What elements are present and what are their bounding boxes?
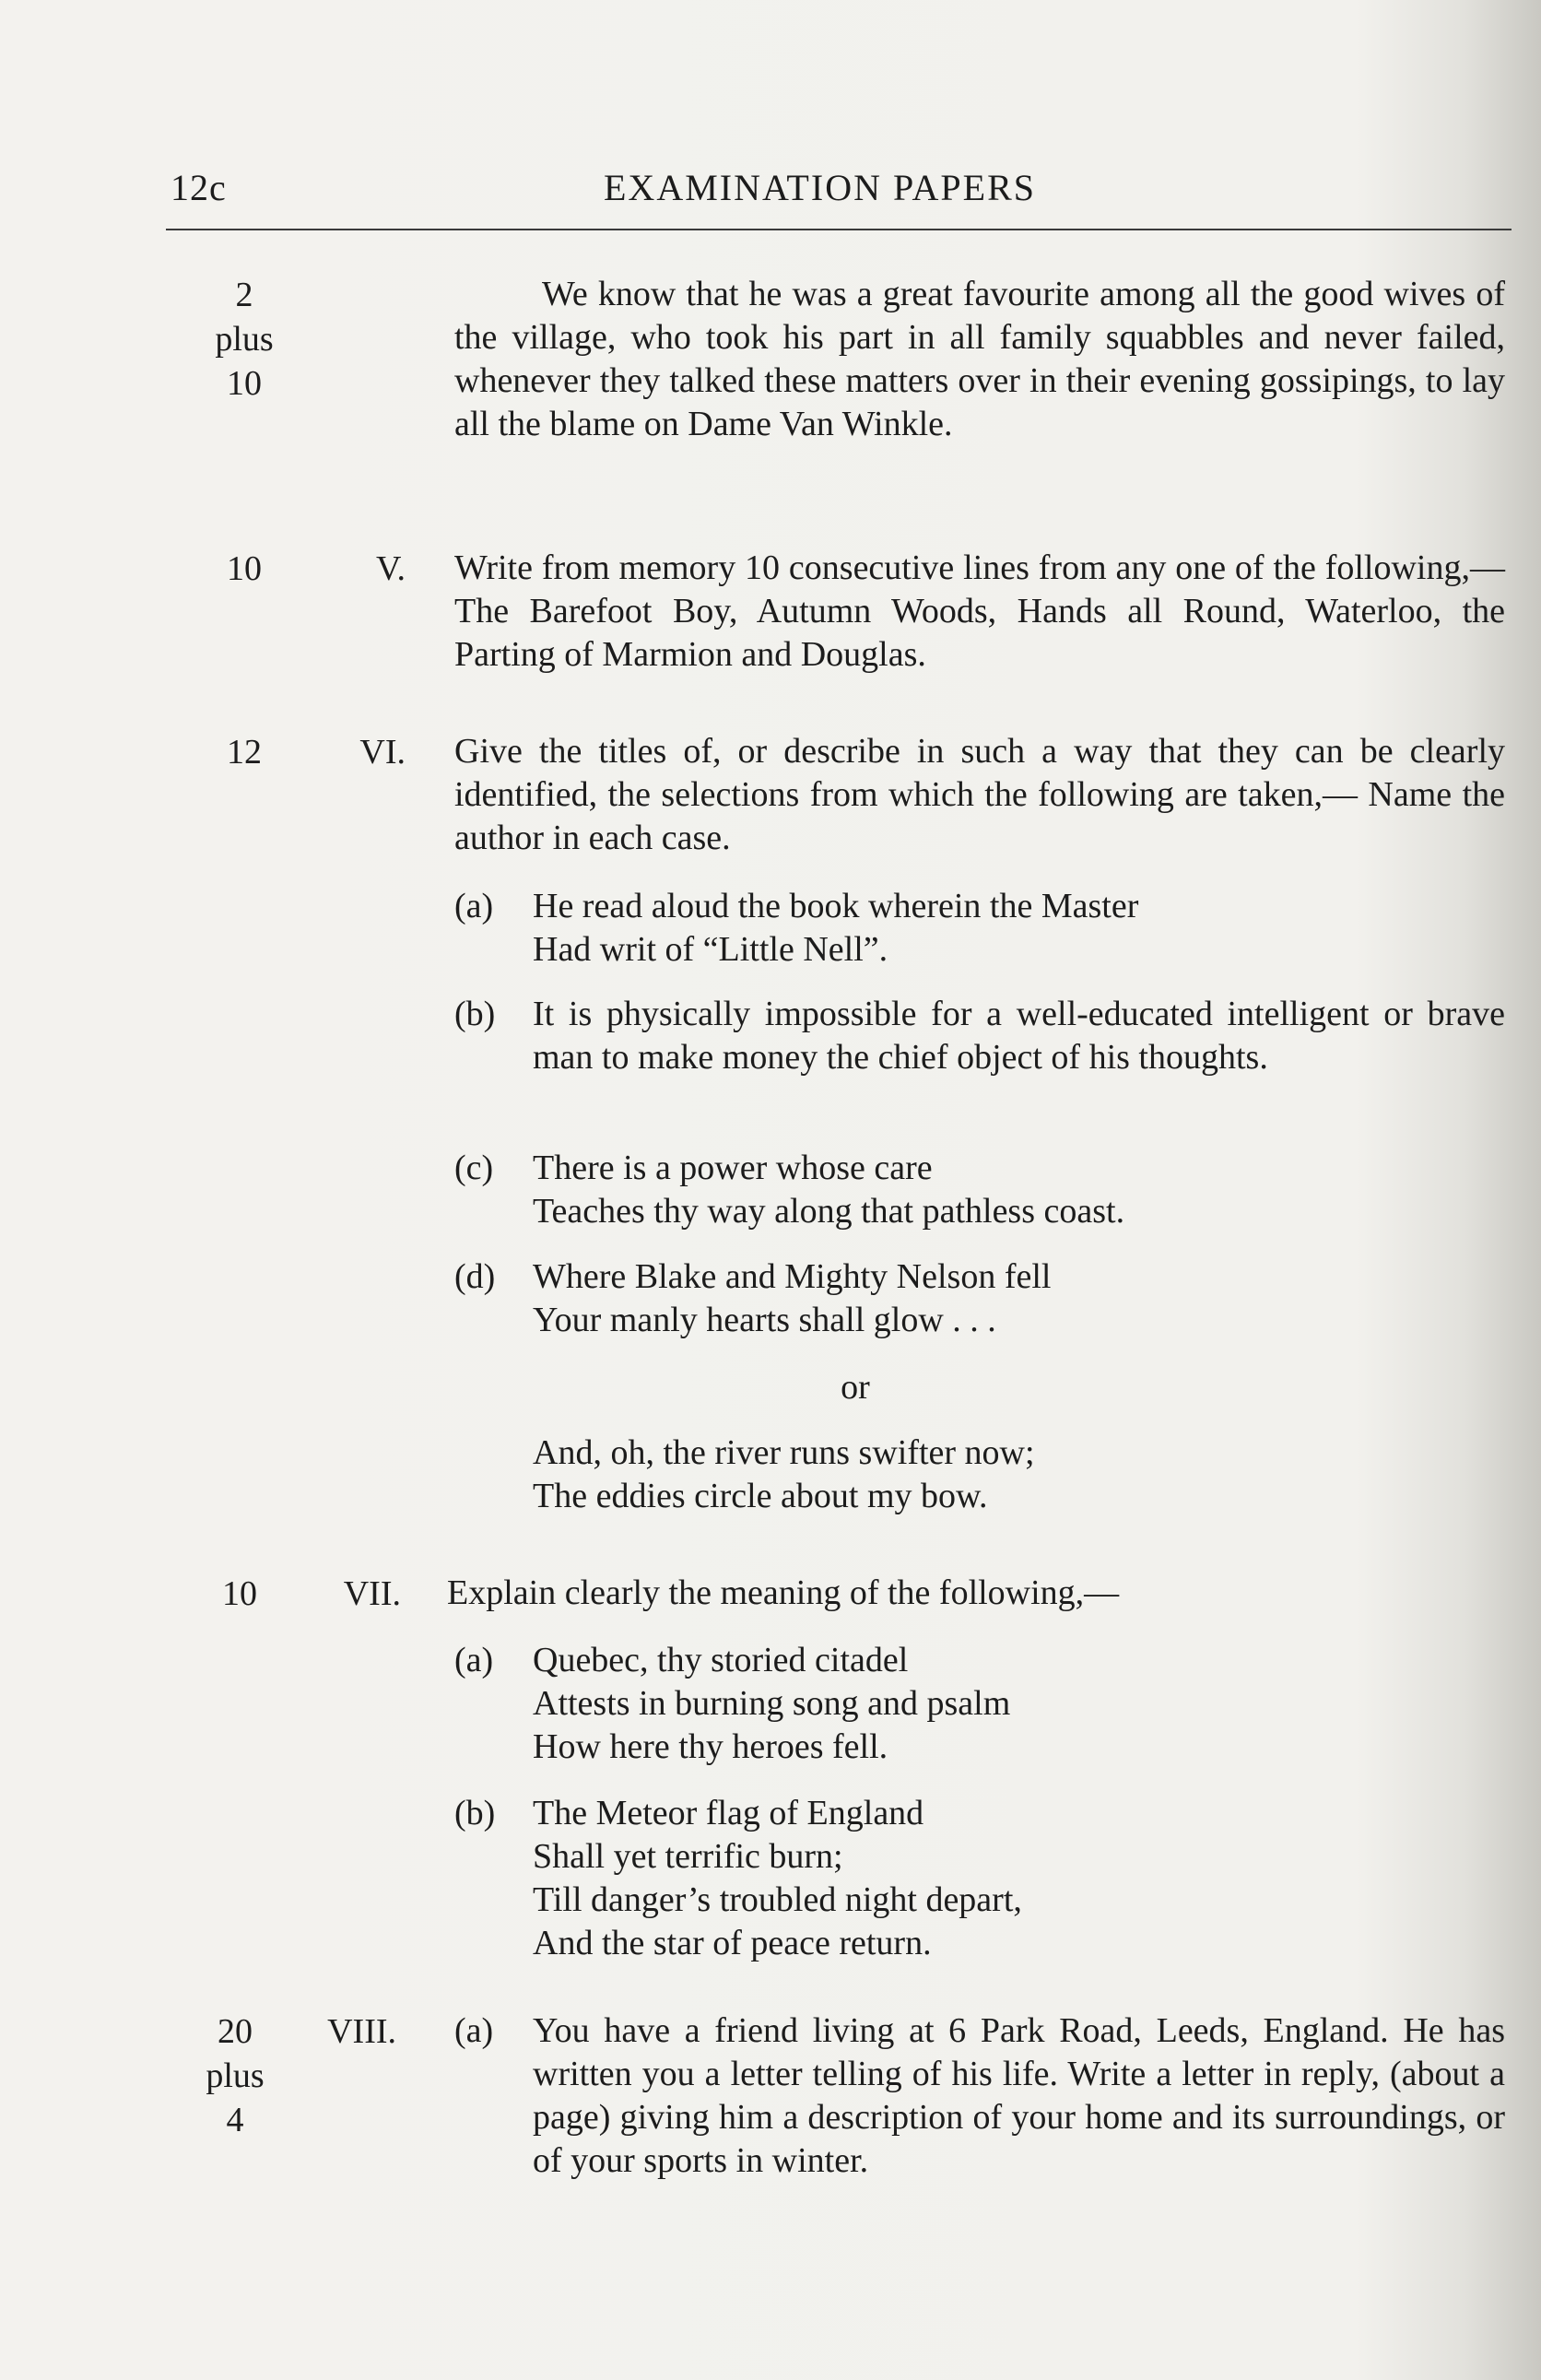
page-number: 12c [171,167,227,208]
part-label-vi-c: (c) [454,1149,494,1187]
part-label-vii-b: (b) [454,1794,496,1832]
part-text-vi-a: He read aloud the book wherein the Master Had writ of “Little Nell”. [533,887,1139,969]
part-text-vi-b: It is physically impossible for a well-educated intelligent or brave man to make money the chief object of his thoughts. [533,995,1505,1077]
or-divider: or [841,1368,870,1407]
running-title: EXAMINATION PAPERS [604,167,1037,208]
part-label-vi-a: (a) [454,887,494,925]
part-label-viii-a: (a) [454,2011,494,2050]
part-label-vi-d: (d) [454,1257,496,1296]
marks-item-vii: 10 [222,1574,257,1613]
question-number-vii: VII. [343,1574,401,1613]
page-header [171,166,1516,221]
part-text-vi-d: Where Blake and Mighty Nelson fell Your manly hearts shall glow . . . [533,1257,1052,1339]
header-rule [166,229,1512,230]
question-vii-text: Explain clearly the meaning of the following,— [447,1573,1120,1612]
marks-item-vi: 12 [227,733,262,772]
question-vi-text: Give the titles of, or describe in such a way that they can be clearly identified, the selections from which the following are taken,— Name the author in each case. [454,732,1505,857]
passage-text: We know that he was a great favourite among all the good wives of the village, who took his part in all family squabbles and never failed, whenever they talked these matters over in their evening gossipings, to lay all the blame on Dame Van Winkle. [454,275,1505,443]
part-label-vi-b: (b) [454,995,496,1033]
marks-item-viii: 20 plus 4 [206,2012,265,2139]
marks-item-1: 2 plus 10 [215,276,274,403]
part-text-viii-a: You have a friend living at 6 Park Road, Leeds, England. He has written you a letter telling of his life. Write a letter in reply, (about a page) giving him a description of your home and its surroundings, or of your sports in winter. [533,2011,1505,2180]
question-number-viii: VIII. [327,2012,396,2051]
part-text-vii-a: Quebec, thy storied citadel Attests in burning song and psalm How here thy heroes fell. [533,1641,1011,1766]
part-text-vi-c: There is a power whose care Teaches thy way along that pathless coast. [533,1149,1125,1231]
marks-item-v: 10 [227,549,262,588]
question-number-vi: VI. [359,733,406,772]
question-v-text: Write from memory 10 consecutive lines from any one of the following,— The Barefoot Boy, Autumn Woods, Hands all Round, Waterloo, the Parting of Marmion and Douglas. [454,548,1505,674]
question-number-v: V. [375,549,406,588]
part-label-vii-a: (a) [454,1641,494,1679]
part-text-vii-b: The Meteor flag of England Shall yet terrific burn; Till danger’s troubled night depart, And the star of peace return. [533,1794,1022,1962]
part-text-vi-d-alternative: And, oh, the river runs swifter now; The eddies circle about my bow. [533,1433,1035,1515]
